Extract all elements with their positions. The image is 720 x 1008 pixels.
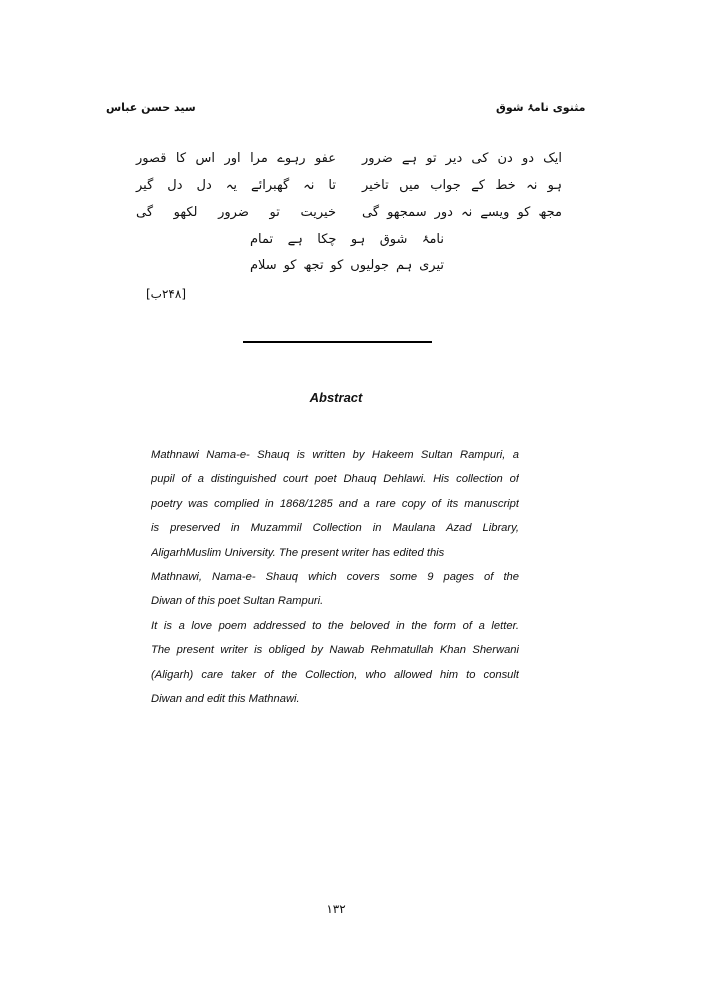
section-divider [243,341,432,343]
abstract-line-8: It is a love poem addressed to the beloved in the form of a letter. [151,619,519,632]
abstract-heading: Abstract [309,390,363,405]
page-number: ۱۳۲ [326,902,346,916]
abstract-line-1: Mathnawi Nama-e- Shauq is written by Hakeem Sultan Rampuri, a [151,449,519,461]
couplet-1 [136,151,562,173]
couplet-2-first-misra: ہو نہ خط کے جواب میں تاخیر [362,178,562,193]
abstract-line-2: pupil of a distinguished court poet Dhauq Dehlawi. His collection of [151,473,519,486]
abstract-line-4: is preserved in Muzammil Collection in Maulana Azad Library, [151,522,519,535]
couplet-1-second-misra: عفو رہوے مرا اور اس کا قصور [136,151,336,166]
couplet-2-second-misra: تا نہ گھبرائے یہ دل دل گیر [136,178,336,193]
abstract-line-10: (Aligarh) care taker of the Collection, who allowed him to consult [151,668,519,681]
couplet-3-second-misra: خیریت تو ضرور لکھو گی [136,205,336,220]
closing-line-2: تیری ہم جولیوں کو تجھ کو سلام [250,258,444,273]
folio-reference: [۲۴۸ب] [146,287,187,301]
couplet-3 [136,205,562,227]
abstract-line-5: AligarhMuslim University. The present writer has edited this [151,546,445,559]
running-header-title: مثنوی نامۂ شوق [496,101,586,114]
couplet-1-first-misra: ایک دو دن کی دیر تو ہے ضرور [362,151,562,166]
abstract-line-3: poetry was complied in 1868/1285 and a rare copy of its manuscript [151,497,519,510]
abstract-body [151,443,519,711]
abstract-line-6: Mathnawi, Nama-e- Shauq which covers some 9 pages of the [151,571,519,584]
abstract-line-11: Diwan and edit this Mathnawi. [151,693,300,706]
closing-line-1: نامۂ شوق ہو چکا ہے تمام [250,232,444,247]
abstract-line-7: Diwan of this poet Sultan Rampuri. [151,595,324,608]
abstract-line-9: The present writer is obliged by Nawab Rehmatullah Khan Sherwani [151,644,519,657]
couplet-3-first-misra: مجھ کو ویسے نہ دور سمجھو گی [362,205,562,220]
couplet-2 [136,178,562,200]
running-header-author: سید حسن عباس [106,101,196,114]
